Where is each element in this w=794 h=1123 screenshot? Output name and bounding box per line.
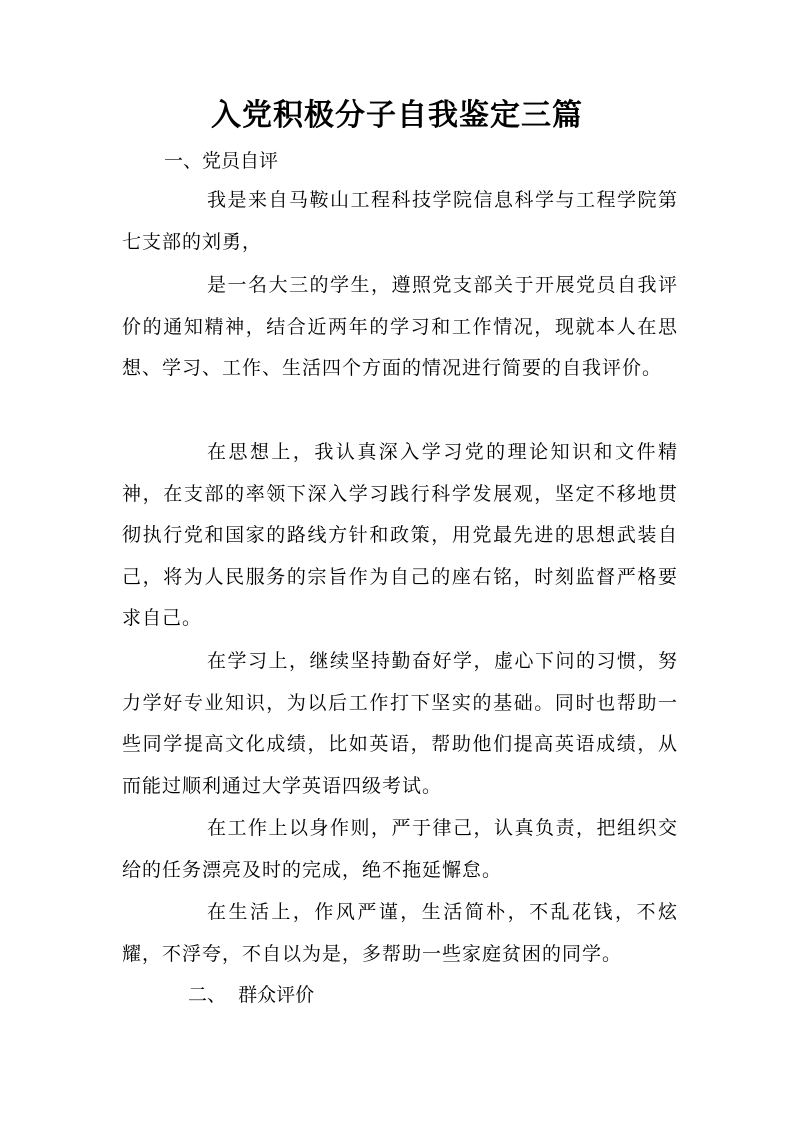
paragraph-overview: 是一名大三的学生，遵照党支部关于开展党员自我评价的通知精神，结合近两年的学习和工作情况，现就本人在思想、学习、工作、生活四个方面的情况进行简要的自我评价。 <box>122 274 678 379</box>
paragraph-thought: 在思想上，我认真深入学习党的理论知识和文件精神，在支部的率领下深入学习践行科学发展观，坚定不移地贯彻执行党和国家的路线方针和政策，用党最先进的思想武装自己，将为人民服务的宗旨作为自己的座右铭，时刻监督严格要求自己。 <box>122 441 678 629</box>
paragraph-life: 在生活上，作风严谨，生活简朴，不乱花钱，不炫耀，不浮夸，不自以为是，多帮助一些家庭贫困的同学。 <box>122 901 678 965</box>
document-title: 入党积极分子自我鉴定三篇 <box>211 98 583 133</box>
section-heading-public-evaluation: 二、 群众评价 <box>188 984 315 1006</box>
section-heading-self-evaluation: 一、党员自评 <box>164 150 279 172</box>
paragraph-study: 在学习上，继续坚持勤奋好学，虚心下问的习惯，努力学好专业知识，为以后工作打下坚实的基础。同时也帮助一些同学提高文化成绩，比如英语，帮助他们提高英语成绩，从而能过顺利通过大学英语四级考试。 <box>122 650 678 797</box>
paragraph-work: 在工作上以身作则，严于律己，认真负责，把组织交给的任务漂亮及时的完成，绝不拖延懈怠。 <box>122 817 678 881</box>
paragraph-intro: 我是来自马鞍山工程科技学院信息科学与工程学院第七支部的刘勇， <box>122 189 678 253</box>
